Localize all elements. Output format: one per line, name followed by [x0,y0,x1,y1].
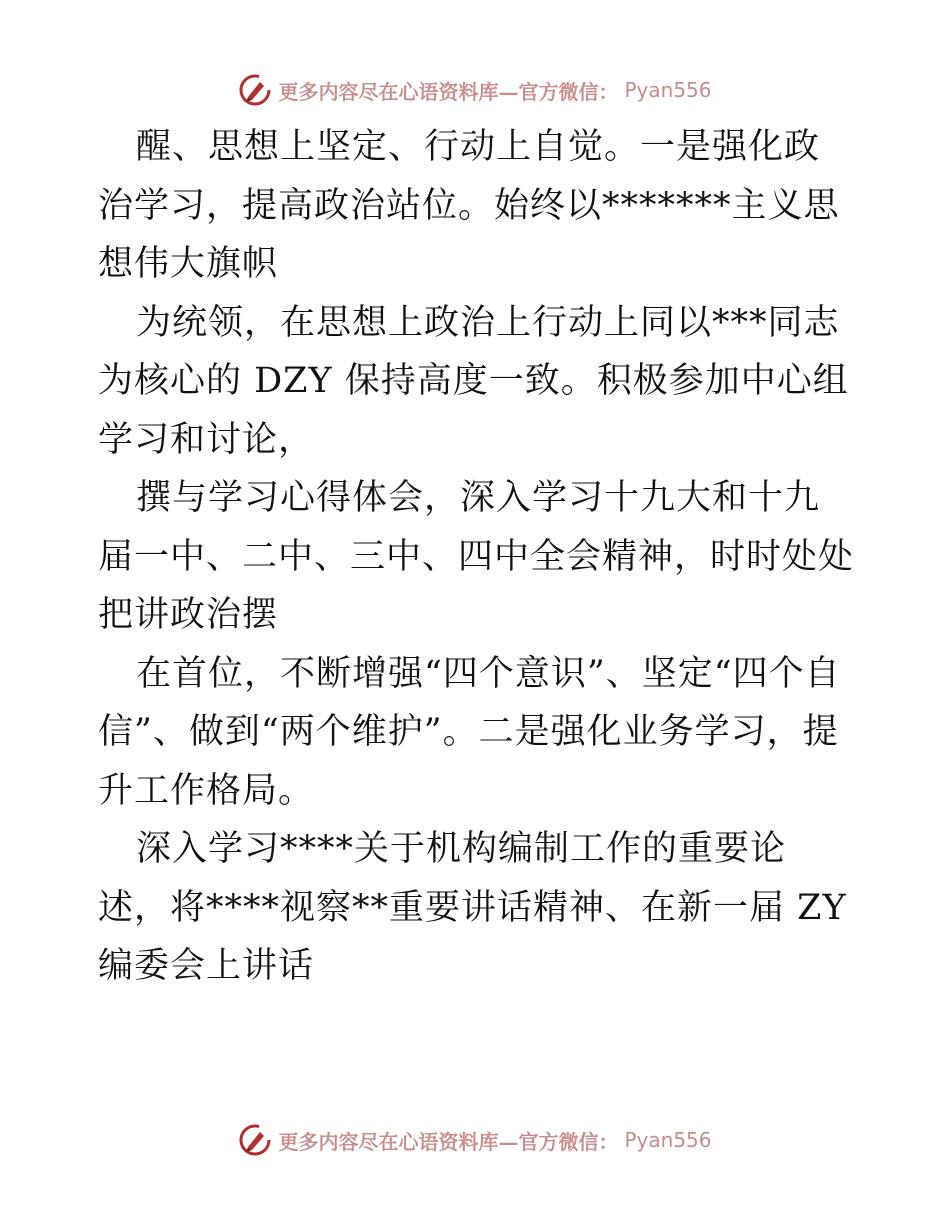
banner-text: 更多内容尽在心语资料库—官方微信： [278,79,619,104]
paragraph-5: 深入学习****关于机构编制工作的重要论述，将****视察**重要讲话精神、在新一届 ZY 编委会上讲话 [98,829,847,986]
document-body [98,118,854,996]
banner-text: 更多内容尽在心语资料库—官方微信： [278,1129,619,1154]
banner-handle: Pyan556 [624,78,712,102]
paragraph-1: 醒、思想上坚定、行动上自觉。一是强化政治学习，提高政治站位。始终以*******主义思想伟大旗帜 [98,127,840,284]
footer-banner [0,1120,950,1160]
paragraph-3: 撰与学习心得体会，深入学习十九大和十九届一中、二中、三中、四中全会精神，时时处处把讲政治摆 [98,478,855,635]
header-banner [0,70,950,110]
pen-nib-icon [238,73,272,107]
banner-handle: Pyan556 [624,1128,712,1152]
paragraph-4: 在首位，不断增强“四个意识”、坚定“四个自信”、做到“两个维护”。二是强化业务学习，提升工作格局。 [98,653,841,811]
pen-nib-icon [238,1123,272,1157]
paragraph-2: 为统领，在思想上政治上行动上同以***同志为核心的 DZY 保持高度一致。积极参加中心组学习和讨论， [98,302,849,460]
